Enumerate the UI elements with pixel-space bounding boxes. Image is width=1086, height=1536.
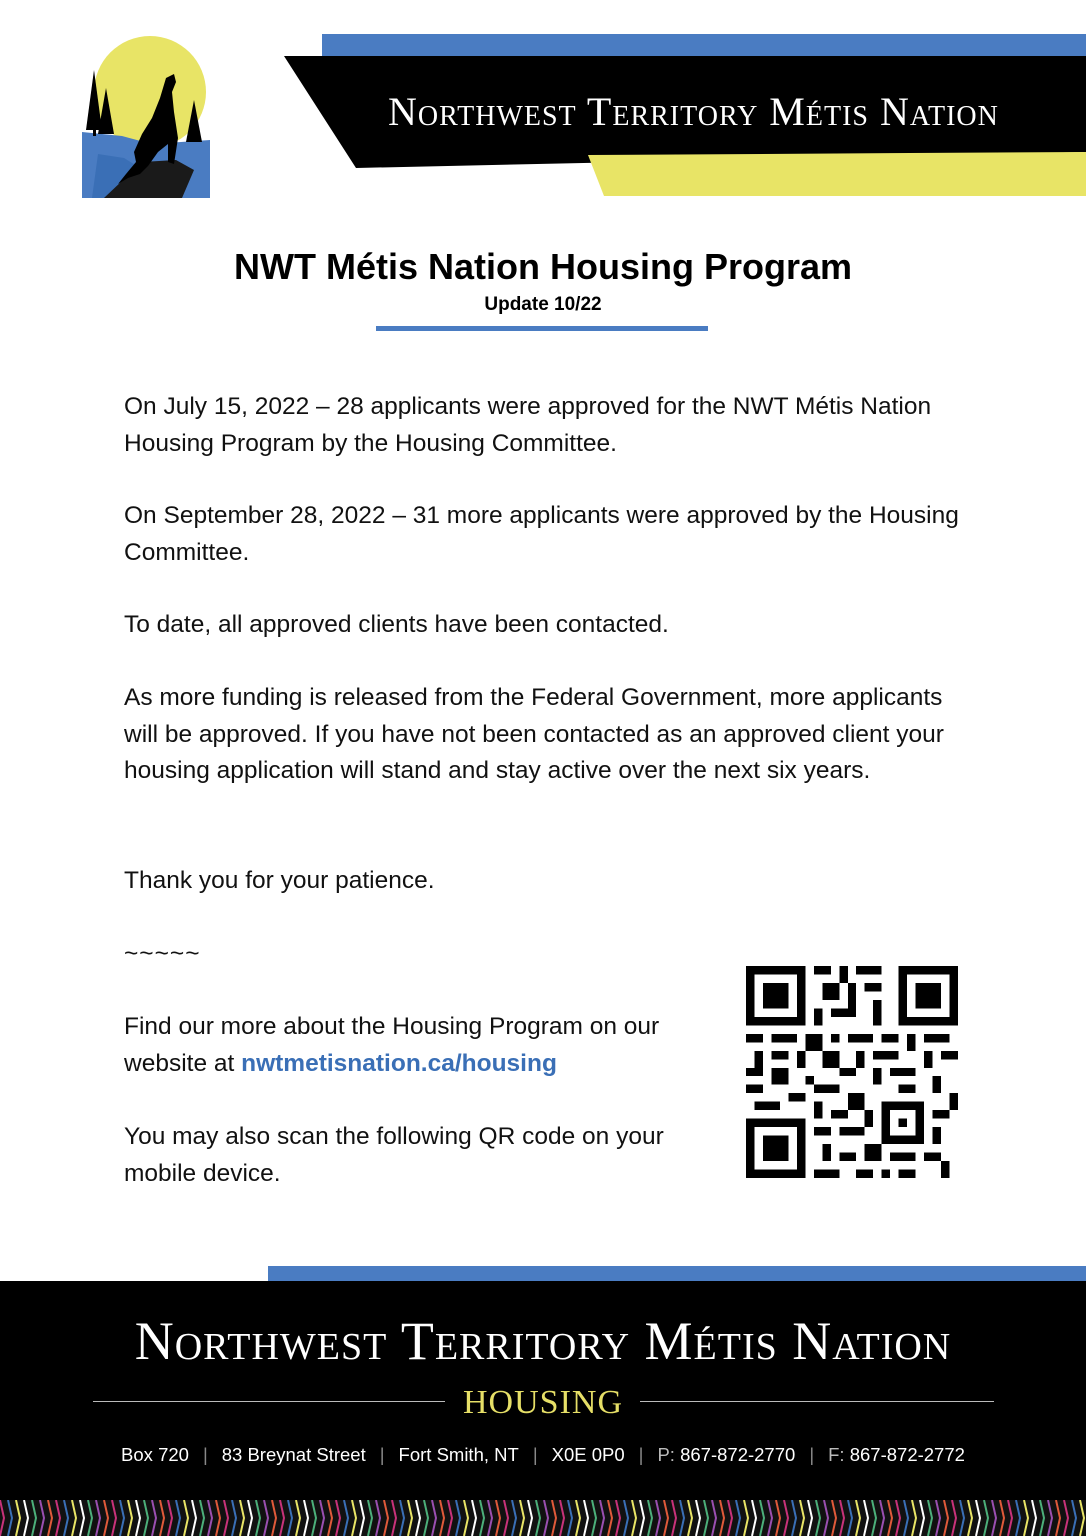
address-box: Box 720 xyxy=(121,1444,189,1465)
metis-sash-pattern xyxy=(0,1500,1086,1536)
paragraph-thanks: Thank you for your patience. xyxy=(124,867,435,894)
page-subtitle: Update 10/22 xyxy=(484,294,602,315)
qr-instruction-text: You may also scan the following QR code on your mobile device. xyxy=(124,1123,664,1187)
footer-org-name: Northwest Territory Métis Nation xyxy=(134,1311,952,1371)
website-paragraph xyxy=(124,1009,684,1082)
paragraph-funding: As more funding is released from the Federal Government, more applicants will be approved. If you have not been contacted as an approved client your housing application will stand and stay active over the next six years. xyxy=(124,684,944,784)
footer-address: Box 720 | 83 Breynat Street | Fort Smith, NT | X0E 0P0 | P: 867-872-2770 | F: 867-872-2772 xyxy=(121,1444,965,1465)
footer-blue-stripe xyxy=(268,1266,1086,1282)
page-title: NWT Métis Nation Housing Program xyxy=(233,246,852,287)
title-underline xyxy=(376,326,708,331)
header-org-name: Northwest Territory Métis Nation xyxy=(388,89,999,134)
address-street: 83 Breynat Street xyxy=(221,1444,366,1465)
phone-label: P: xyxy=(657,1444,675,1465)
website-link[interactable]: nwtmetisnation.ca/housing xyxy=(241,1049,557,1077)
website-text: Find our more about the Housing Program on our website at xyxy=(124,1013,660,1077)
address-postal: X0E 0P0 xyxy=(551,1444,625,1465)
tilde-divider: ~~~~~ xyxy=(124,940,201,967)
paragraph-contacted: To date, all approved clients have been contacted. xyxy=(124,611,669,638)
paragraph-september-approval: On September 28, 2022 – 31 more applicants were approved by the Housing Committee. xyxy=(124,502,959,566)
footer-department: HOUSING xyxy=(463,1384,623,1421)
paragraph-july-approval: On July 15, 2022 – 28 applicants were approved for the NWT Métis Nation Housing Program by the Housing Committee. xyxy=(124,393,932,457)
fax-number: 867-872-2772 xyxy=(849,1444,965,1465)
address-city: Fort Smith, NT xyxy=(398,1444,519,1465)
phone-number[interactable]: 867-872-2770 xyxy=(680,1444,796,1465)
howling-wolf-moon-logo xyxy=(82,34,210,198)
fax-label: F: xyxy=(828,1444,845,1465)
qr-code-icon[interactable] xyxy=(746,966,958,1178)
